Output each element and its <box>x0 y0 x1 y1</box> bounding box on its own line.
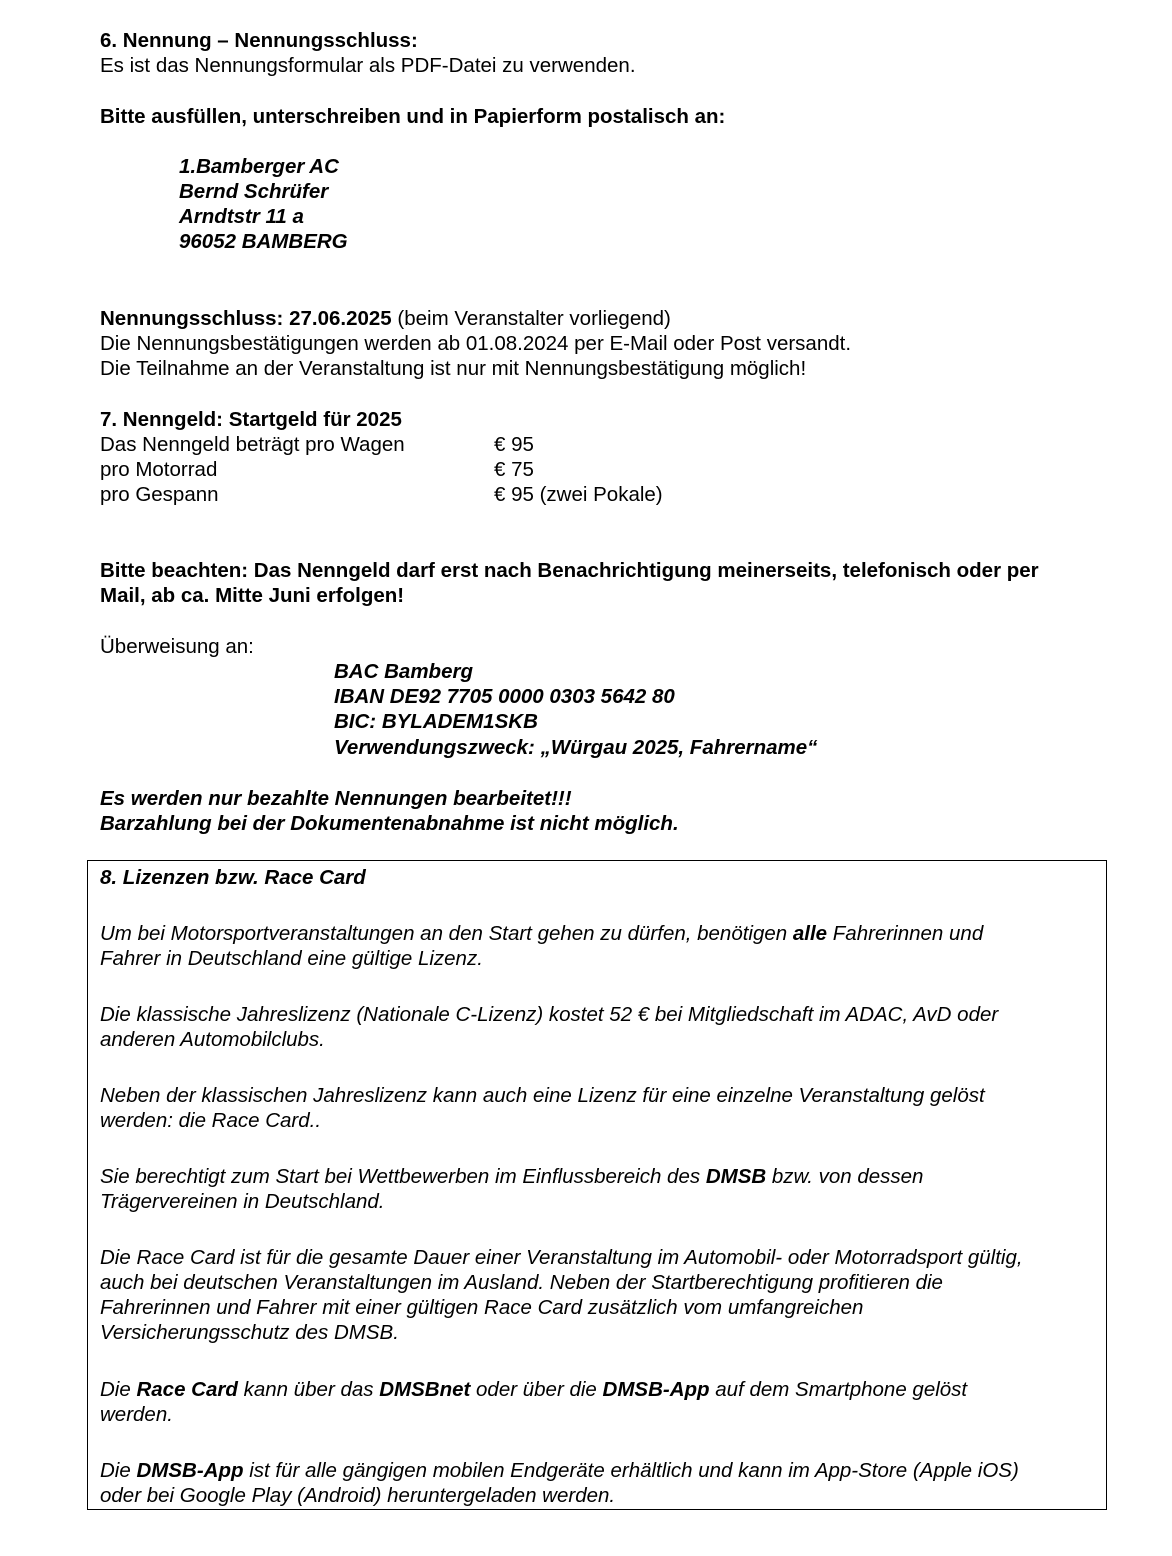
text-run: Die <box>100 1459 137 1482</box>
bank-line: Verwendungszweck: „Würgau 2025, Fahrername“ <box>334 736 818 759</box>
license-box <box>87 860 1107 1510</box>
paragraph-line: Versicherungsschutz des DMSB. <box>100 1321 399 1344</box>
section7-heading: 7. Nenngeld: Startgeld für 2025 <box>100 408 402 431</box>
participation-text: Die Teilnahme an der Veranstaltung ist nur mit Nennungsbestätigung möglich! <box>100 357 807 380</box>
deadline-note: (beim Veranstalter vorliegend) <box>391 307 671 330</box>
paragraph-line: werden. <box>100 1403 173 1426</box>
section6-heading: 6. Nennung – Nennungsschluss: <box>100 29 418 52</box>
address-line: 96052 BAMBERG <box>179 230 348 253</box>
text-run: auf dem Smartphone gelöst <box>709 1378 968 1401</box>
emphasis-run: DMSB-App <box>602 1378 710 1401</box>
text-run: Fahrerinnen und <box>827 922 984 945</box>
text-run: Die <box>100 1378 137 1401</box>
paragraph-line: Trägervereinen in Deutschland. <box>100 1190 385 1213</box>
paragraph-line: Die klassische Jahreslizenz (Nationale C-Lizenz) kostet 52 € bei Mitgliedschaft im ADAC, AvD oder <box>100 1003 999 1026</box>
paragraph-line <box>100 1458 1019 1483</box>
paragraph-line: Fahrer in Deutschland eine gültige Lizenz. <box>100 947 483 970</box>
confirmation-text: Die Nennungsbestätigungen werden ab 01.08.2024 per E-Mail oder Post versandt. <box>100 332 852 355</box>
bank-line: IBAN DE92 7705 0000 0303 5642 80 <box>334 685 675 708</box>
text-run: bzw. von dessen <box>766 1165 924 1188</box>
text-run: ist für alle gängigen mobilen Endgeräte erhältlich und kann im App-Store (Apple iOS) <box>243 1459 1019 1482</box>
fee-amount: € 95 (zwei Pokale) <box>494 483 663 506</box>
section8-heading: 8. Lizenzen bzw. Race Card <box>100 866 366 889</box>
section6-instruction: Bitte ausfüllen, unterschreiben und in Papierform postalisch an: <box>100 105 726 128</box>
text-run: oder über die <box>470 1378 603 1401</box>
payment-notice: Bitte beachten: Das Nenngeld darf erst nach Benachrichtigung meinerseits, telefonisch oder per <box>100 559 1039 582</box>
fee-amount: € 95 <box>494 433 534 456</box>
paid-only-notice: Es werden nur bezahlte Nennungen bearbeitet!!! <box>100 787 572 810</box>
text-run: Sie berechtigt zum Start bei Wettbewerben im Einflussbereich des <box>100 1165 706 1188</box>
fee-label: pro Motorrad <box>100 458 218 481</box>
address-line: 1.Bamberger AC <box>179 155 339 178</box>
bank-line: BAC Bamberg <box>334 660 473 683</box>
fee-label: Das Nenngeld beträgt pro Wagen <box>100 433 405 456</box>
paragraph-line: oder bei Google Play (Android) heruntergeladen werden. <box>100 1484 616 1507</box>
emphasis-run: DMSB-App <box>136 1459 244 1482</box>
paragraph-line: Neben der klassischen Jahreslizenz kann auch eine Lizenz für eine einzelne Veranstaltung gelöst <box>100 1084 985 1107</box>
paragraph-line: Die Race Card ist für die gesamte Dauer einer Veranstaltung im Automobil- oder Motorradsport gültig, <box>100 1246 1023 1269</box>
no-cash-notice: Barzahlung bei der Dokumentenabnahme ist nicht möglich. <box>100 812 679 835</box>
bank-line: BIC: BYLADEM1SKB <box>334 710 538 733</box>
emphasis-run: alle <box>792 922 828 945</box>
fee-label: pro Gespann <box>100 483 219 506</box>
emphasis-run: DMSBnet <box>379 1378 471 1401</box>
paragraph-line <box>100 1377 967 1402</box>
paragraph-line <box>100 921 983 946</box>
emphasis-run: Race Card <box>136 1378 238 1401</box>
paragraph-line: werden: die Race Card.. <box>100 1109 322 1132</box>
address-line: Bernd Schrüfer <box>179 180 329 203</box>
paragraph-line: anderen Automobilclubs. <box>100 1028 325 1051</box>
payment-notice: Mail, ab ca. Mitte Juni erfolgen! <box>100 584 405 607</box>
address-line: Arndtstr 11 a <box>179 205 304 228</box>
text-run: kann über das <box>237 1378 380 1401</box>
deadline-line <box>100 306 671 331</box>
transfer-label: Überweisung an: <box>100 635 254 658</box>
paragraph-line: auch bei deutschen Veranstaltungen im Ausland. Neben der Startberechtigung profitieren die <box>100 1271 943 1294</box>
text-run: Um bei Motorsportveranstaltungen an den Start gehen zu dürfen, benötigen <box>100 922 793 945</box>
fee-amount: € 75 <box>494 458 534 481</box>
section6-text: Es ist das Nennungsformular als PDF-Datei zu verwenden. <box>100 54 636 77</box>
deadline-label: Nennungsschluss: 27.06.2025 <box>100 307 392 330</box>
paragraph-line: Fahrerinnen und Fahrer mit einer gültigen Race Card zusätzlich vom umfangreichen <box>100 1296 864 1319</box>
paragraph-line <box>100 1164 923 1189</box>
emphasis-run: DMSB <box>705 1165 767 1188</box>
